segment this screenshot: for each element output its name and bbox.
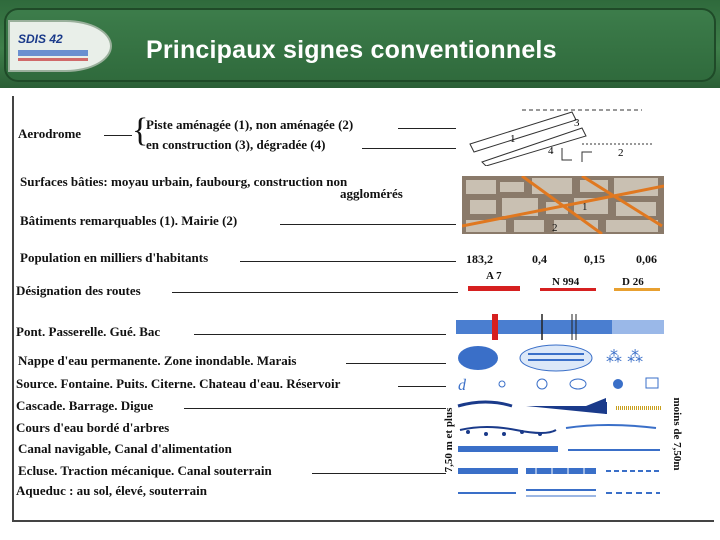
label-source: Source. Fontaine. Puits. Citerne. Chateau d'eau. Réservoir [16, 376, 341, 391]
aero-num-4: 4 [548, 145, 554, 157]
pop-value-3: 0,15 [584, 252, 605, 266]
urban-map [462, 176, 664, 234]
sdis-logo [8, 20, 112, 72]
leader-piste-1 [398, 128, 456, 129]
aero-num-2: 2 [618, 147, 624, 159]
label-cascade: Cascade. Barrage. Digue [16, 398, 154, 413]
pop-value-2: 0,4 [532, 252, 547, 266]
leader-nappe [346, 363, 446, 364]
label-aqueduc: Aqueduc : au sol, élevé, souterrain [16, 483, 208, 498]
leader-pont [194, 334, 446, 335]
road-bar-d26 [614, 288, 660, 291]
page-title: Principaux signes conventionnels [146, 36, 557, 64]
road-bar-n994 [540, 288, 596, 291]
label-pont: Pont. Passerelle. Gué. Bac [16, 324, 161, 339]
canal-symbols [456, 440, 664, 460]
leader-ecluse [312, 473, 446, 474]
brace-aerodrome: { [132, 112, 149, 149]
label-ecluse: Ecluse. Traction mécanique. Canal souterrain [18, 463, 272, 478]
label-cours: Cours d'eau bordé d'arbres [16, 420, 170, 435]
leader-piste-2 [362, 148, 456, 149]
water-symbols [456, 342, 664, 374]
pop-value-1: 183,2 [466, 252, 493, 266]
leader-cascade [184, 408, 446, 409]
aero-num-1: 1 [510, 133, 516, 145]
logo-stripe-blue [18, 50, 88, 56]
logo-text: SDIS 42 [18, 32, 63, 46]
aero-num-3: 3 [574, 117, 580, 129]
label-piste-1: Piste aménagée (1), non aménagée (2) [146, 117, 354, 132]
source-symbols [456, 374, 664, 396]
leader-aerodrome [104, 135, 132, 136]
label-batiments: Bâtiments remarquables (1). Mairie (2) [20, 213, 238, 228]
label-nappe: Nappe d'eau permanente. Zone inondable. Marais [18, 353, 297, 368]
bridge-symbols [456, 312, 664, 344]
label-routes: Désignation des routes [16, 283, 141, 298]
bat-num-1: 1 [582, 201, 588, 213]
header-bar [0, 0, 720, 88]
bat-num-2: 2 [552, 222, 558, 234]
leader-population [240, 261, 456, 262]
svg-text:d: d [458, 377, 466, 394]
ecluse-symbols [456, 462, 664, 482]
side-label-left: 7,50 m et plus [443, 407, 455, 473]
label-surfaces: Surfaces bâties: moyau urbain, faubourg, construction non [20, 174, 348, 189]
leader-source [398, 386, 446, 387]
river-trees-symbols [456, 416, 664, 442]
road-bar-a7 [468, 286, 520, 291]
leader-batiments [280, 224, 456, 225]
road-label-d26: D 26 [622, 276, 644, 288]
svg-text:⁂ ⁂: ⁂ ⁂ [606, 347, 644, 366]
label-canal: Canal navigable, Canal d'alimentation [18, 441, 232, 456]
label-aerodrome: Aerodrome [18, 126, 82, 141]
road-label-a7: A 7 [486, 270, 502, 282]
aerodrome-symbols [462, 106, 664, 166]
aqueduc-symbols [456, 484, 664, 502]
road-label-n994: N 994 [552, 276, 580, 288]
leader-routes [172, 292, 458, 293]
side-label-right: moins de 7,50m [671, 397, 683, 471]
label-population: Population en milliers d'habitants [20, 250, 209, 265]
cascade-symbols [456, 394, 664, 418]
label-piste-2: en construction (3), dégradée (4) [146, 137, 326, 152]
logo-stripe-red [18, 58, 88, 61]
label-agglomeres: agglomérés [340, 186, 403, 201]
pop-value-4: 0,06 [636, 252, 657, 266]
